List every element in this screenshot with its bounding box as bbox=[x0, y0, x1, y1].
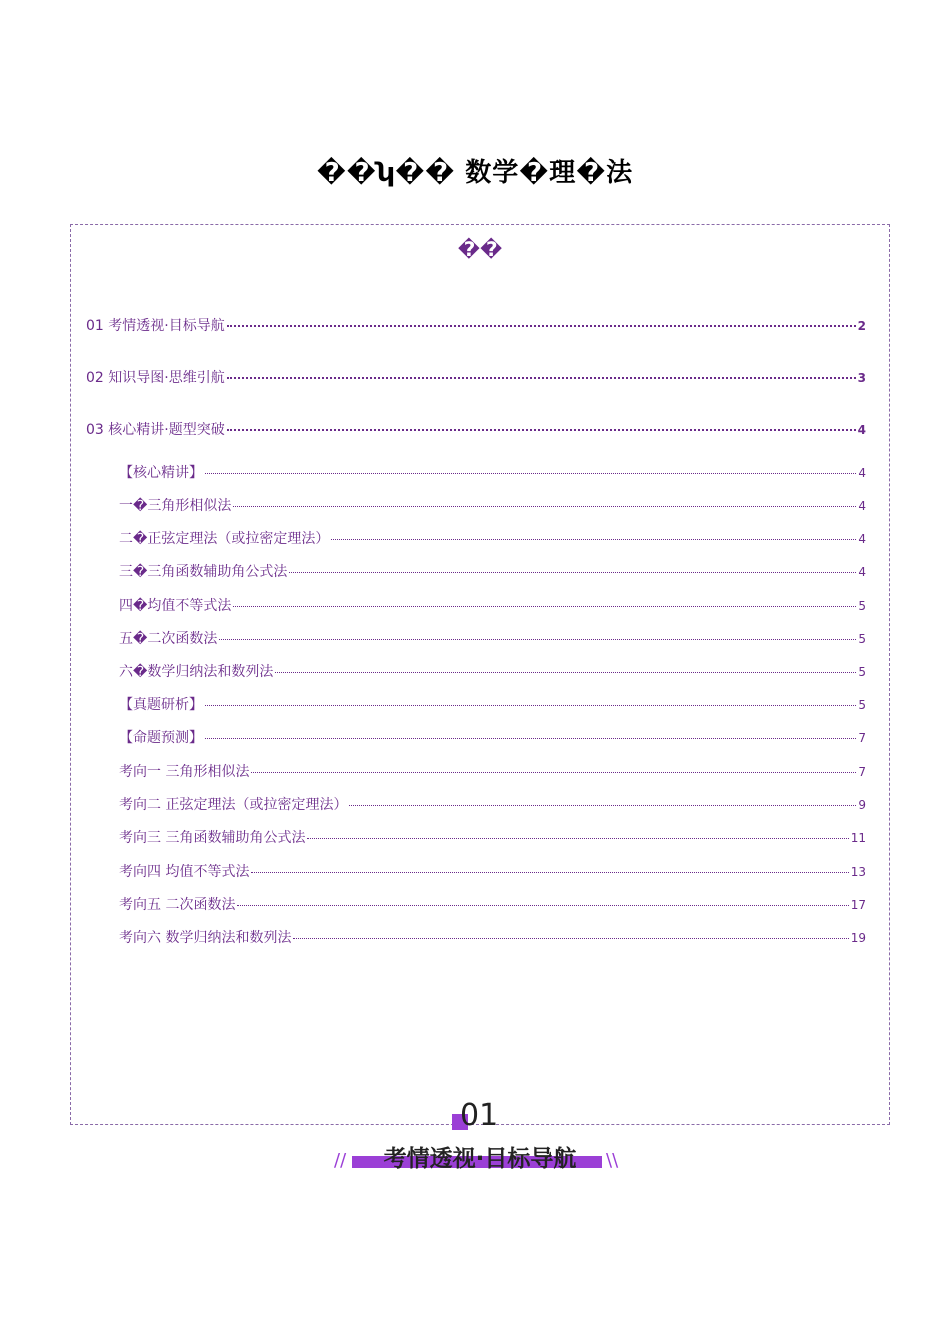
toc-entry[interactable] bbox=[119, 628, 866, 648]
toc-entry-label: 六�数学归纳法和数列法 bbox=[119, 664, 274, 680]
toc-leader bbox=[237, 905, 848, 906]
toc-entry-page: 4 bbox=[858, 499, 866, 513]
toc-heading: �� bbox=[457, 237, 503, 261]
toc-entry-label: 四�均值不等式法 bbox=[119, 598, 232, 614]
toc-entry-label: 考向四 均值不等式法 bbox=[119, 864, 250, 880]
toc-entry-label: 五�二次函数法 bbox=[119, 631, 218, 647]
toc-entry-page: 13 bbox=[850, 865, 866, 879]
toc-leader bbox=[227, 429, 856, 431]
toc-leader bbox=[349, 805, 856, 806]
toc-entry-page: 17 bbox=[850, 898, 866, 912]
toc-leader bbox=[251, 772, 856, 773]
toc-leader bbox=[251, 872, 848, 873]
section-title: 考情透视·目标导航 bbox=[383, 1146, 577, 1172]
toc-entry-label: 【命题预测】 bbox=[119, 730, 203, 746]
toc-entry[interactable] bbox=[119, 561, 866, 581]
toc-entry-label: 考向五 二次函数法 bbox=[119, 897, 236, 913]
toc-leader bbox=[205, 738, 856, 739]
toc-entry[interactable] bbox=[119, 727, 866, 747]
document-title: ��ʮ�� 数学�理�法 bbox=[316, 158, 634, 188]
toc-entry-page: 5 bbox=[858, 632, 866, 646]
toc-leader bbox=[293, 938, 848, 939]
toc-entry-label: 【核心精讲】 bbox=[119, 465, 203, 481]
toc-entry-page: 7 bbox=[858, 765, 866, 779]
section-number: 01 bbox=[460, 1098, 499, 1133]
toc-entry-label: 三�三角函数辅助角公式法 bbox=[119, 564, 288, 580]
toc-leader bbox=[233, 506, 856, 507]
toc-entry[interactable] bbox=[86, 367, 866, 387]
toc-entry-page: 4 bbox=[858, 532, 866, 546]
toc-entry-label: 考向六 数学归纳法和数列法 bbox=[119, 930, 292, 946]
toc-entry-label: 考向一 三角形相似法 bbox=[119, 764, 250, 780]
toc-entry[interactable] bbox=[119, 694, 866, 714]
toc-leader bbox=[275, 672, 856, 673]
toc-entry-label: 考向二 正弦定理法（或拉密定理法） bbox=[119, 797, 348, 813]
toc-entry-page: 5 bbox=[858, 665, 866, 679]
toc-entry-label: 01 考情透视·目标导航 bbox=[86, 318, 225, 334]
toc-leader bbox=[227, 325, 856, 327]
toc-entry[interactable] bbox=[119, 761, 866, 781]
toc-entry-label: 考向三 三角函数辅助角公式法 bbox=[119, 830, 306, 846]
toc-entry-page: 3 bbox=[857, 371, 866, 385]
toc-entry-page: 5 bbox=[858, 599, 866, 613]
toc-entry-page: 2 bbox=[857, 319, 866, 333]
toc-entry-label: 一�三角形相似法 bbox=[119, 498, 232, 514]
toc-entry[interactable] bbox=[119, 462, 866, 482]
section-banner bbox=[330, 1098, 630, 1178]
slash-decoration-left: // bbox=[334, 1150, 347, 1171]
toc-entry[interactable] bbox=[119, 661, 866, 681]
toc-entry[interactable] bbox=[119, 495, 866, 515]
toc-entry[interactable] bbox=[119, 861, 866, 881]
toc-leader bbox=[205, 705, 856, 706]
toc-leader bbox=[289, 572, 856, 573]
table-of-contents bbox=[70, 224, 890, 1125]
toc-leader bbox=[227, 377, 856, 379]
toc-entry-label: 02 知识导图·思维引航 bbox=[86, 370, 225, 386]
toc-entry-label: 03 核心精讲·题型突破 bbox=[86, 422, 225, 438]
toc-entry-page: 9 bbox=[858, 798, 866, 812]
toc-entry[interactable] bbox=[119, 827, 866, 847]
toc-entry[interactable] bbox=[119, 794, 866, 814]
toc-entry[interactable] bbox=[119, 927, 866, 947]
toc-entry-page: 7 bbox=[858, 731, 866, 745]
slash-decoration-right: \\ bbox=[606, 1150, 619, 1171]
toc-leader bbox=[331, 539, 856, 540]
toc-leader bbox=[205, 473, 856, 474]
toc-entry-label: 二�正弦定理法（或拉密定理法） bbox=[119, 531, 330, 547]
toc-entry[interactable] bbox=[86, 315, 866, 335]
toc-entry-page: 5 bbox=[858, 698, 866, 712]
toc-entry-page: 11 bbox=[850, 831, 866, 845]
toc-entry[interactable] bbox=[86, 419, 866, 439]
toc-entry[interactable] bbox=[119, 894, 866, 914]
toc-leader bbox=[219, 639, 856, 640]
toc-entry[interactable] bbox=[119, 528, 866, 548]
toc-entry-page: 4 bbox=[857, 423, 866, 437]
toc-leader bbox=[307, 838, 848, 839]
toc-entry-label: 【真题研析】 bbox=[119, 697, 203, 713]
toc-leader bbox=[233, 606, 856, 607]
toc-entry-page: 4 bbox=[858, 466, 866, 480]
toc-entry-page: 4 bbox=[858, 565, 866, 579]
toc-entry[interactable] bbox=[119, 595, 866, 615]
toc-entry-page: 19 bbox=[850, 931, 866, 945]
